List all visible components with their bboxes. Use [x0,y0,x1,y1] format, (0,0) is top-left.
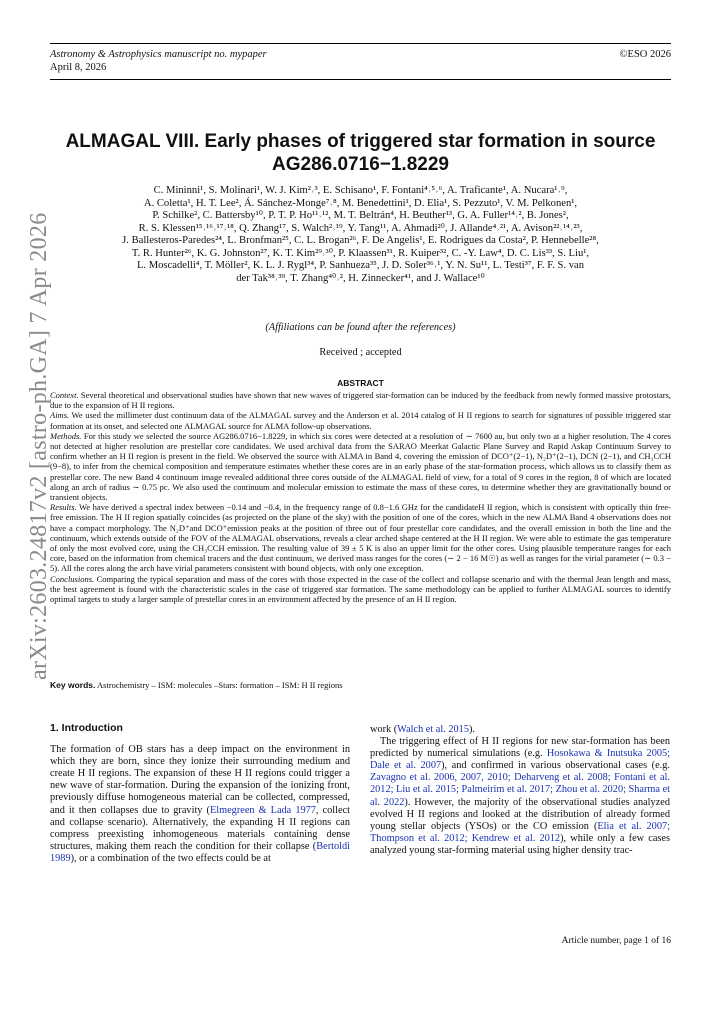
intro-text: , collect and collapse scenario). Alternatively, the expanding H II regions can compress preexisting inhomogeneous materials containing dense structures, making them reach the condition for their collapse ( [50,804,350,852]
citation-link[interactable]: Bertoldi 1989 [50,840,350,864]
abstract-methods [50,431,671,502]
results-label: Results. [50,502,77,513]
intro-text: ), while only a few cases analyzed young star-forming material using higher density trac- [370,832,670,856]
methods-text: For this study we selected the source AG286.0716−1.8229, in which six cores were detected at a resolution of ∼ 7600 au, but only two at a higher resolution. The 4 cores not detected at higher resolution are prestellar core candidates. We used archival data from the SARAO Meerkat Galactic Plane Survey and Rapid Askap Continuum Survey to confirm whether an H II region is present in the field. We observed the source with ALMA in Band 4, covering the emission of DCO⁺(2−1), N₂D⁺(2−1), DCN (2−1), and CH₃CCH (9−8), to infer from the chemical composition and temperature estimates whether these cores are in an early phase of the star-formation process, which allows us to classify them as prestellar core. The new Band 4 continuum image revealed additional three cores outside of the ALMAGAL field of view, for a total of 9 cores in the region, 8 of which are located along an arch of radius ∼ 0.75 pc. We also used the continuum and molecular emission to estimate the mass of these cores, to determine whether they are gravitationally bound or transient objects. [50,430,671,503]
intro-paragraph-2 [370,736,670,857]
abstract-conclusions [50,574,671,605]
author-line: der Tak³⁸˒³⁹, T. Zhang⁴⁰˒², H. Zinnecker⁴¹, and J. Wallace¹⁰ [236,272,485,284]
affiliations-note: (Affiliations can be found after the references) [265,322,456,333]
author-line: A. Coletta¹, H. T. Lee², Á. Sánchez-Monge⁷˒⁸, M. Benedettini¹, D. Elia¹, S. Pezzuto¹, V. M. Pelkonen¹, [143,197,578,209]
intro-paragraph-1-continued [370,724,670,736]
intro-text: ). However, the majority of the observational studies analyzed evolved H II regions and looked at the distribution of already formed young stellar objects (YSOs) or the CO emission ( [370,796,670,832]
intro-text: ). [468,724,475,735]
citation-link[interactable]: Hosokawa & Inutsuka 2005; Dale et al. 2007 [370,748,671,772]
author-line: L. Moscadelli⁴, T. Möller², K. L. J. Rygl³⁴, P. Sanhueza³⁵, J. D. Soler³⁶˒¹, Y. N. Su¹¹, L. Testi³⁷, F. F. S. van [136,260,585,271]
intro-text: ), or a combination of the two effects could be at [70,852,271,864]
citation-link[interactable]: Elmegreen & Lada 1977 [209,804,316,816]
right-column [370,724,670,857]
results-text: We have derived a spectral index between −0.14 and −0.4, in the frequency range of 0.8−1.6 GHz for the candidateH II region, which is consistent with optically thin free-free emission. The H II region spatially coincides (as projected on the plane of the sky) with the position of one of the cores, which in the new ALMA Band 4 observations does not have a compact morphology. The N₂D⁺and DCO⁺emission peaks at the position of three out of four prestellar core candidates, and the overall emission in both the line and the continuum, which extends outside of the FOV of the ALMAGAL observations, reveals a clear arched shape centered at the H II region. We were able to estimate the gas temperature of only the most evolved core, using the CH₃CCH emission. The resulting value of 39 ± 5 K is also an upper limit for the other cores. Using plausible temperature ranges for each core, based on the information from chemical tracers and the dust continuum, we derived mass ranges for the cores (∼ 2 − 16 M☉) as well as ranges for the virial parameter (∼ 0.3 − 5). All the cores along the arch have virial parameters consistent with bound objects, with only one exception. [50,502,671,574]
intro-paragraph-1 [50,744,350,865]
aims-label: Aims. [50,410,70,421]
abstract-body [50,390,671,604]
context-text: Several theoretical and observational studies have shown that new waves of triggered star-formation can be induced by the feedback from newly formed massive protostars, due to the expansion of H II regions. [50,390,671,411]
conclusions-text: Comparing the typical separation and mass of the cores with those expected in the case of the collect and collapse scenario and with the thermal Jean length and mass, the best agreement is found with the characteristic scales in the case of triggered star formation. The same methodology can be applied to further ALMAGAL sources to identify optimal targets to study a larger sample of prestellar cores in an environment affected by the presence of an H II region. [50,573,671,605]
intro-text: work ( [370,724,398,735]
left-column [50,722,350,865]
journal-name: Astronomy & Astrophysics manuscript no. mypaper [50,49,267,60]
intro-text: The formation of OB stars has a deep impact on the environment in which they are born, since they ionize their surrounding medium and create H II regions. The expansion of these H II regions could trigger a new wave of star-formation. During the expansion of the ionizing front, previously diffuse homogeneous material can be collected, compressed, and it then collapses due to gravity ( [50,744,350,816]
abstract-results [50,502,671,573]
title-line-2: AG286.0716−1.8229 [272,154,449,175]
keywords [50,680,671,691]
citation-link[interactable]: Zavagno et al. 2006, 2007, 2010; Deharveng et al. 2008; Fontani et al. 2012; Liu et al. 2015; Palmeirim et al. 2017; Zhou et al. 2020; Sharma et al. 2022 [370,772,670,808]
author-line: R. S. Klessen¹⁵˒¹⁶˒¹⁷˒¹⁸, Q. Zhang¹⁷, S. Walch²˒¹⁹, Y. Tang¹¹, A. Ahmadi²⁰, J. Allande⁴˒²¹, A. Avison²²˒¹⁴˒²³, [138,222,583,234]
received-accepted: Received ; accepted [319,347,402,358]
methods-label: Methods. [50,430,82,441]
keywords-label: Key words. [50,680,96,690]
abstract-aims [50,410,671,430]
conclusions-label: Conclusions. [50,573,95,584]
author-line: C. Mininni¹, S. Molinari¹, W. J. Kim²˒³, E. Schisano¹, F. Fontani⁴˒⁵˒⁶, A. Traficante¹, A. Nucara¹˒⁹, [153,185,568,196]
author-line: P. Schilke², C. Battersby¹⁰, P. T. P. Ho¹¹˒¹², M. T. Beltrán⁴, H. Beuther¹³, G. A. Fuller¹⁴˒², B. Jones², [152,210,569,221]
abstract-context [50,390,671,410]
manuscript-date: April 8, 2026 [50,62,107,73]
section-heading: 1. Introduction [50,722,123,734]
copyright-notice: ©ESO 2026 [619,49,671,60]
keywords-text: Astrochemistry – ISM: molecules –Stars: formation – ISM: H II regions [95,680,343,690]
aims-text: We used the millimeter dust continuum data of the ALMAGAL survey and the Anderson et al. 2014 catalog of H II regions to search for signatures of possible triggered star formation at its onset, and selected one ALMAGAL source for ALMA follow-up observations. [50,410,671,431]
abstract-heading: ABSTRACT [337,378,384,388]
author-list [50,185,671,285]
title-line-1: ALMAGAL VIII. Early phases of triggered star formation in source [65,131,656,152]
page-footer: Article number, page 1 of 16 [561,936,671,946]
author-line: T. R. Hunter²⁶, K. G. Johnston²⁷, K. T. Kim²⁹˒³⁰, P. Klaassen³¹, R. Kuiper³², C. -Y. Law⁴, D. C. Lis³³, S. Liu¹, [131,247,590,259]
intro-text: ), and confirmed in various observational cases (e.g. [441,760,670,772]
citation-link[interactable]: Walch et al. 2015 [397,724,469,735]
paper-title [50,130,671,176]
context-label: Context. [50,390,79,400]
arxiv-identifier-stamp[interactable]: arXiv:2603.24817v2 [astro-ph.GA] 7 Apr 2026 [26,212,52,680]
citation-link[interactable]: Elia et al. 2007; Thompson et al. 2012; Kendrew et al. 2012 [370,820,670,844]
author-line: J. Ballesteros-Paredes²⁴, L. Bronfman²⁵, C. L. Brogan²⁶, F. De Angelis¹, E. Rodrigues da Costa², P. Hennebelle²⁸, [122,235,599,246]
journal-header [50,43,671,80]
intro-text: The triggering effect of H II regions for new star-formation has been predicted by numerical simulations (e.g. [370,736,670,760]
